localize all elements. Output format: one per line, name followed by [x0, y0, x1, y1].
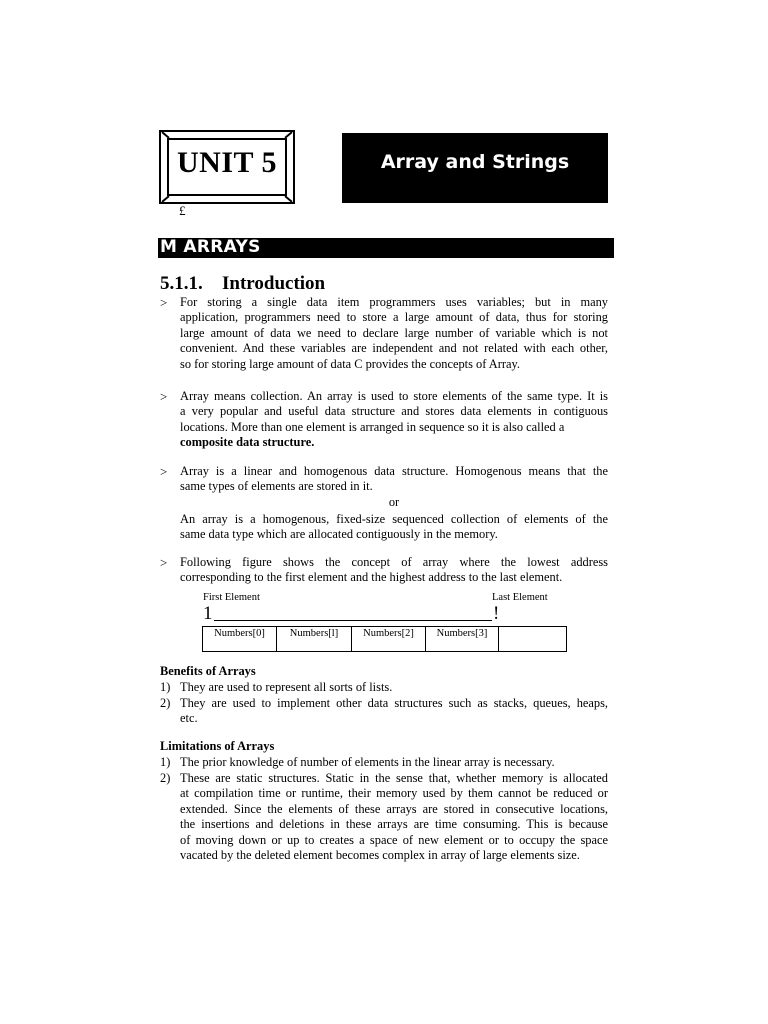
text-line: They are used to implement other data structures such as stacks, queues, heaps,	[180, 696, 608, 710]
intro-title: Introduction	[222, 273, 326, 294]
list-number: 2)	[160, 771, 171, 785]
text-line: application, programmers need to store a large amount of data, thus for storing	[180, 310, 608, 325]
array-cell: Numbers[0]	[203, 627, 277, 651]
first-element-label: First Element	[203, 592, 260, 603]
list-number: 2)	[160, 696, 171, 710]
bullet-marker: >	[160, 389, 168, 404]
bullet-marker: >	[160, 555, 168, 570]
array-diagram	[202, 626, 567, 652]
list-item	[180, 696, 608, 727]
bold-term: composite data structure.	[180, 435, 315, 450]
first-element-mark: 1	[203, 603, 213, 624]
text-line: For storing a single data item programmers uses variables; but in many	[180, 295, 608, 309]
intro-number: 5.1.1.	[160, 273, 203, 294]
paragraph	[180, 512, 608, 543]
section-title: M ARRAYS	[160, 237, 261, 257]
text-line: etc.	[180, 711, 198, 726]
list-item	[180, 680, 608, 695]
text-line: corresponding to the first element and the highest address to the last element.	[180, 570, 563, 585]
array-cell: Numbers[2]	[352, 627, 426, 651]
list-number: 1)	[160, 680, 171, 694]
text-line: so for storing large amount of data C provides the concepts of Array.	[180, 356, 520, 371]
text-line: convenient. And these variables are independent and not related with each other,	[180, 341, 608, 356]
bullet-marker: >	[160, 295, 168, 310]
last-element-label: Last Element	[492, 592, 548, 603]
text-line: vacated by the deleted element becomes complex in array of large elements size.	[180, 848, 580, 863]
text-line: They are used to represent all sorts of lists.	[180, 680, 393, 694]
text-line: An array is a homogenous, fixed-size sequenced collection of elements of the	[180, 512, 608, 526]
benefits-heading: Benefits of Arrays	[160, 664, 256, 678]
text-line: Array is a linear and homogenous data structure. Homogenous means that the	[180, 464, 608, 478]
unit-box	[159, 130, 295, 204]
text-line: locations. More than one element is arranged in sequence so it is also called a	[180, 419, 565, 434]
text-line: a very popular and useful data structure and stores data elements in contiguous	[180, 404, 608, 419]
text-line: Following figure shows the concept of array where the lowest address	[180, 555, 608, 569]
unit-label: UNIT 5	[177, 146, 277, 179]
array-cell	[499, 627, 566, 651]
paragraph	[180, 389, 608, 451]
text-line: extended. Since the elements of these arrays are stored in consecutive locations,	[180, 801, 608, 816]
array-cell: Numbers[l]	[277, 627, 352, 651]
bullet-marker: >	[160, 464, 168, 479]
text-line: large amount of data we need to declare large number of variable which is not	[180, 325, 608, 340]
unit-box-corner	[284, 195, 292, 202]
text-line: same data type which are allocated contiguously in the memory.	[180, 527, 498, 542]
paragraph	[180, 555, 608, 586]
text-line: at compilation time or runtime, their memory used by them cannot be reduced or	[180, 786, 608, 801]
paragraph	[180, 295, 608, 372]
text-line: the insertions and deletions in these arrays are time consuming. This is because	[180, 817, 608, 832]
text-line: The prior knowledge of number of elements in the linear array is necessary.	[180, 755, 555, 769]
array-cell: Numbers[3]	[426, 627, 499, 651]
unit-box-corner	[284, 131, 292, 138]
list-number: 1)	[160, 755, 171, 769]
list-item	[180, 755, 608, 770]
unit-box-corner	[161, 195, 169, 202]
last-element-mark: !	[493, 603, 500, 624]
text-line: same types of elements are stored in it.	[180, 479, 373, 494]
array-span-line	[214, 620, 492, 621]
limitations-heading: Limitations of Arrays	[160, 739, 275, 753]
text-line: Array means collection. An array is used to store elements of the same type. It is	[180, 389, 608, 403]
text-line: of moving down or up to creates a space of new element or to occupy the space	[180, 832, 608, 847]
or-separator: or	[388, 495, 400, 509]
section-header-bar	[158, 238, 614, 258]
paragraph	[180, 464, 608, 495]
chapter-title: Array and Strings	[380, 151, 570, 173]
text-line: These are static structures. Static in the sense that, whether memory is allocated	[180, 771, 608, 785]
list-item	[180, 771, 608, 863]
unit-mark: £	[179, 203, 186, 218]
chapter-title-bar	[342, 133, 608, 203]
unit-box-corner	[161, 131, 169, 138]
